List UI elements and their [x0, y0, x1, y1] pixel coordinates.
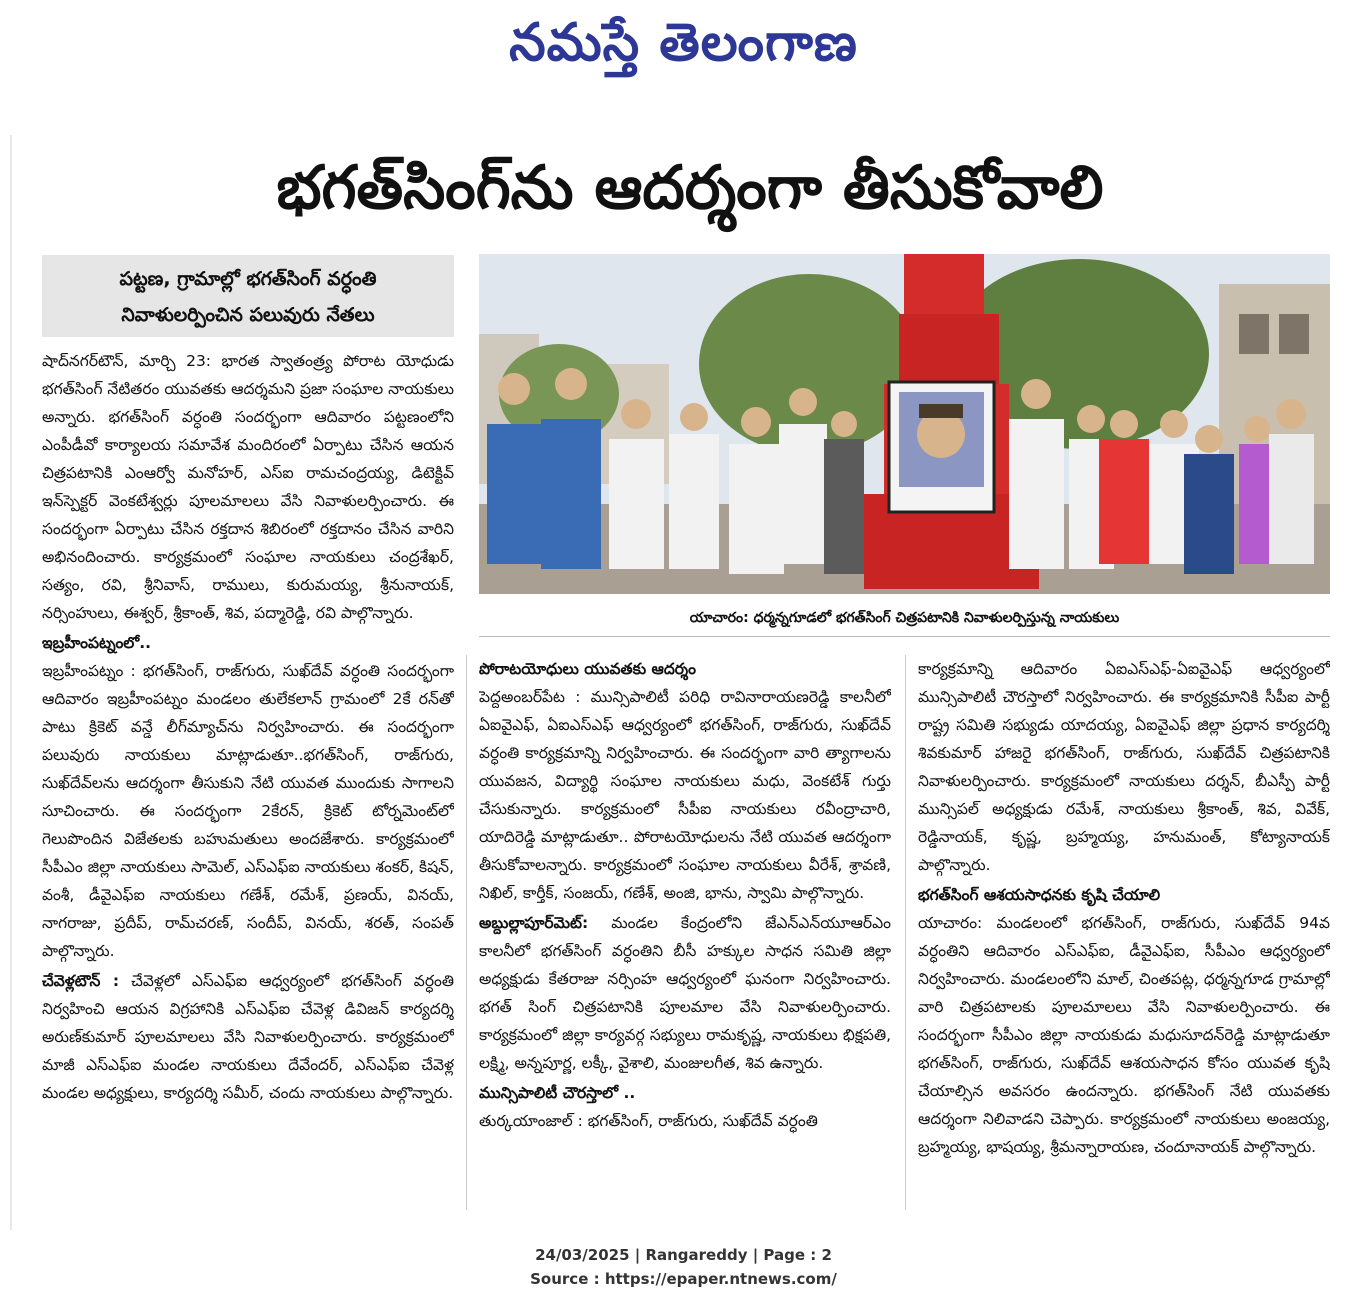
article-column-2 — [479, 655, 891, 1215]
article-column-1 — [42, 347, 454, 1217]
article-headline: భగత్‌సింగ్‌ను ఆదర్శంగా తీసుకోవాలి — [276, 153, 1104, 223]
column2-paragraph-2-text: మండల కేంద్రంలోని జేఎన్ఎన్‌యూఆర్ఎం కాలనీలో భగత్‌సింగ్ వర్ధంతిని బీసీ హక్కుల సాధన సమితి జిల్లా అధ్యక్షుడు కేతరాజు నర్సింహ ఆధ్వర్యంలో ఘనంగా నిర్వహించారు. భగత్ సింగ్ చిత్రపటానికి పూలమాల వేసి నివాళులర్పించారు. కార్యక్రమంలో జిల్లా కార్యవర్గ సభ్యులు రామకృష్ణ, నాయకులు భిక్షపతి, లక్ష్మి, అన్నపూర్ణ, లక్కీ, వైశాలి, మంజులగీత, శివ ఉన్నారు. — [479, 914, 891, 1072]
column-divider-1 — [466, 655, 467, 1210]
column3-subheading-2: భగత్‌సింగ్ ఆశయసాధనకు కృషి చేయాలి — [918, 886, 1161, 904]
subhead-line-2: నివాళులర్పించిన పలువురు నేతలు — [121, 304, 375, 326]
column-divider-2 — [905, 655, 906, 1210]
photo-caption: యాచారం: ధర్మన్నగూడలో భగత్‌సింగ్ చిత్రపటానికి నివాళులర్పిస్తున్న నాయకులు — [479, 600, 1330, 637]
column1-paragraph-3-text: చేవెళ్లలో ఎస్ఎఫ్ఐ ఆధ్వర్యంలో భగత్‌సింగ్ వర్ధంతి నిర్వహించి ఆయన విగ్రహానికి ఎస్ఎఫ్ఐ చేవెళ్ల డివిజన్ కార్యదర్శి అరుణ్‌కుమార్ పూలమాలలు వేసి నివాళులర్పించారు. కార్యక్రమంలో మాజీ ఎస్ఎఫ్ఐ మండల నాయకులు దేవేందర్, ఎస్ఎఫ్ఐ చేవెళ్ల మండల అధ్యక్షులు, కార్యదర్శి సమీర్, చందు నాయకులు పాల్గొన్నారు. — [42, 972, 454, 1102]
footer-source-link[interactable]: Source : https://epaper.ntnews.com/ — [530, 1270, 837, 1288]
column1-dateline-3: చేవెళ్లటౌన్ : — [42, 972, 120, 990]
column3-paragraph-1: కార్యక్రమాన్ని ఆదివారం ఏఐఎస్ఎఫ్-ఏఐవైఎఫ్ ఆధ్వర్యంలో మున్సిపాలిటీ చౌరస్తాలో నిర్వహించారు. ఈ కార్యక్రమానికి సీపీఐ పార్టీ రాష్ట్ర సమితి సభ్యుడు యాదయ్య, ఏఐవైఎఫ్ జిల్లా ప్రధాన కార్యదర్శి శివకుమార్ హాజరై భగత్‌సింగ్, రాజ్‌గురు, సుఖ్‌దేవ్ చిత్రపటానికి నివాళులర్పించారు. కార్యక్రమంలో నాయకులు దర్శన్, బీఎస్పీ పార్టీ మున్సిపల్ అధ్యక్షుడు రమేశ్, నాయకులు శ్రీకాంత్, శివ, వివేక్, రెడ్డినాయక్, కృష్ణ, బ్రహ్మయ్య, హనుమంత్, కోట్యానాయక్ పాల్గొన్నారు. — [918, 660, 1330, 874]
column2-paragraph-3: తుర్కయాంజాల్ : భగత్‌సింగ్, రాజ్‌గురు, సుఖ్‌దేవ్ వర్ధంతి — [479, 1112, 818, 1130]
column2-paragraph-2 — [479, 909, 891, 1077]
column1-subheading-2: ఇబ్రహీంపట్నంలో.. — [42, 634, 152, 652]
subhead-line-1: పట్టణ, గ్రామాల్లో భగత్‌సింగ్ వర్ధంతి — [119, 268, 377, 290]
column2-subheading-1: పోరాటయోధులు యువతకు ఆదర్శం — [479, 660, 696, 678]
column1-paragraph-2: ఇబ్రహీంపట్నం : భగత్‌సింగ్, రాజ్‌గురు, సుఖ్‌దేవ్ వర్ధంతి సందర్భంగా ఆదివారం ఇబ్రహీంపట్నం మండలం తులేకలాన్ గ్రామంలో 2కే రన్‌తో పాటు క్రికెట్ వన్డే లీగ్‌మ్యాచ్‌ను నిర్వహించారు. ఈ సందర్భంగా పలువురు నాయకులు మాట్లాడుతూ..భగత్‌సింగ్, రాజ్‌గురు, సుఖ్‌దేవ్‌లను ఆదర్శంగా తీసుకుని నేటి యువత ముందుకు సాగాలని సూచించారు. ఈ సందర్భంగా 2కేరన్, క్రికెట్ టోర్నమెంట్‌లో గెలుపొందిన విజేతలకు బహుమతులు అందజేశారు. కార్యక్రమంలో సీపీఎం జిల్లా నాయకులు సామెల్, ఎస్ఎఫ్ఐ నాయకులు శంకర్, కిషన్, వంశీ, డీవైఎఫ్ఐ నాయకులు గణేశ్, రమేశ్, ప్రణయ్, వినయ్, నాగరాజు, ప్రదీప్, రామ్‌చరణ్, సందీప్, వినయ్, శరత్, సంపత్ పాల్గొన్నారు. — [42, 662, 454, 960]
column1-paragraph-1: షాద్‌నగర్‌టౌన్, మార్చి 23: భారత స్వాతంత్ర్య పోరాట యోధుడు భగత్‌సింగ్ నేటితరం యువతకు ఆదర్శమని ప్రజా సంఘాల నాయకులు అన్నారు. భగత్‌సింగ్ వర్ధంతి సందర్భంగా ఆదివారం పట్టణంలోని ఎంపీడీవో కార్యాలయ సమావేశ మందిరంలో ఏర్పాటు చేసిన ఆయన చిత్రపటానికి ఎంఆర్వో మనోహర్, ఎస్ఐ రామచంద్రయ్య, డిటెక్టివ్ ఇన్‌స్పెక్టర్ వెంకటేశ్వర్లు పూలమాలలు వేసి నివాళులర్పించారు. ఈ సందర్భంగా ఏర్పాటు చేసిన రక్తదాన శిబిరంలో రక్తదానం చేసిన వారిని అభినందించారు. కార్యక్రమంలో సంఘాల నాయకులు చంద్రశేఖర్, సత్యం, రవి, శ్రీనివాస్, రాములు, కురుమయ్య, శ్రీనునాయక్, నర్సింహులు, ఈశ్వర్, శ్రీకాంత్, శివ, పద్మారెడ్డి, రవి పాల్గొన్నారు. — [42, 352, 454, 622]
masthead — [0, 8, 1367, 78]
column2-subheading-3: మున్సిపాలిటీ చౌరస్తాలో .. — [479, 1084, 636, 1102]
article-photo — [479, 254, 1330, 594]
column1-paragraph-3 — [42, 967, 454, 1107]
masthead-logo: నమస్తే తెలంగాణ — [509, 12, 858, 73]
photo-illustration — [479, 254, 1330, 594]
column2-dateline-2: అబ్దుల్లాపూర్‌మెట్: — [479, 914, 589, 932]
footer-date-edition: 24/03/2025 | Rangareddy | Page : 2 — [535, 1246, 832, 1264]
column2-paragraph-1: పెద్దఅంబర్‌పేట : మున్సిపాలిటీ పరిధి రావినారాయణరెడ్డి కాలనీలో ఏఐవైఎఫ్, ఏఐఎస్ఎఫ్ ఆధ్వర్యంలో భగత్‌సింగ్, రాజ్‌గురు, సుఖ్‌దేవ్ వర్ధంతి కార్యక్రమాన్ని నిర్వహించారు. ఈ సందర్భంగా వారి త్యాగాలను యువజన, విద్యార్థి సంఘాల నాయకులు మధు, వెంకటేశ్ గుర్తు చేసుకున్నారు. కార్యక్రమంలో సీపీఐ నాయకులు రవీంద్రాచారి, యాదిరెడ్డి మాట్లాడుతూ.. పోరాటయోధులను నేటి యువత ఆదర్శంగా తీసుకోవాలన్నారు. కార్యక్రమంలో సంఘాల నాయకులు వీరేశ్, శ్రావణి, నిఖిల్, కార్తీక్, సంజయ్, గణేశ్, అంజి, భాను, స్వామి పాల్గొన్నారు. — [479, 688, 891, 902]
article-subhead — [42, 255, 454, 337]
article-column-3 — [918, 655, 1330, 1215]
column3-paragraph-2: యాచారం: మండలంలో భగత్‌సింగ్, రాజ్‌గురు, సుఖ్‌దేవ్ 94వ వర్ధంతిని ఆదివారం ఎస్ఎఫ్ఐ, డీవైఎఫ్ఐ, సీపీఎం ఆధ్వర్యంలో నిర్వహించారు. మండలంలోని మాల్, చింతపట్ల, ధర్మన్నగూడ గ్రామాల్లో వారి చిత్రపటాలకు పూలమాలలు వేసి నివాళులర్పించారు. ఈ సందర్భంగా సీపీఎం జిల్లా నాయకుడు మధుసూదన్‌రెడ్డి మాట్లాడుతూ భగత్‌సింగ్, రాజ్‌గురు, సుఖ్‌దేవ్ ఆశయసాధన కోసం యువత కృషి చేయాల్సిన అవసరం ఉందన్నారు. భగత్‌సింగ్ నేటి యువతకు ఆదర్శంగా నిలివాడని చెప్పారు. కార్యక్రమంలో నాయకులు అంజయ్య, బ్రహ్మయ్య, భాషయ్య, శ్రీమన్నారాయణ, చందూనాయక్ పాల్గొన్నారు. — [918, 914, 1330, 1156]
